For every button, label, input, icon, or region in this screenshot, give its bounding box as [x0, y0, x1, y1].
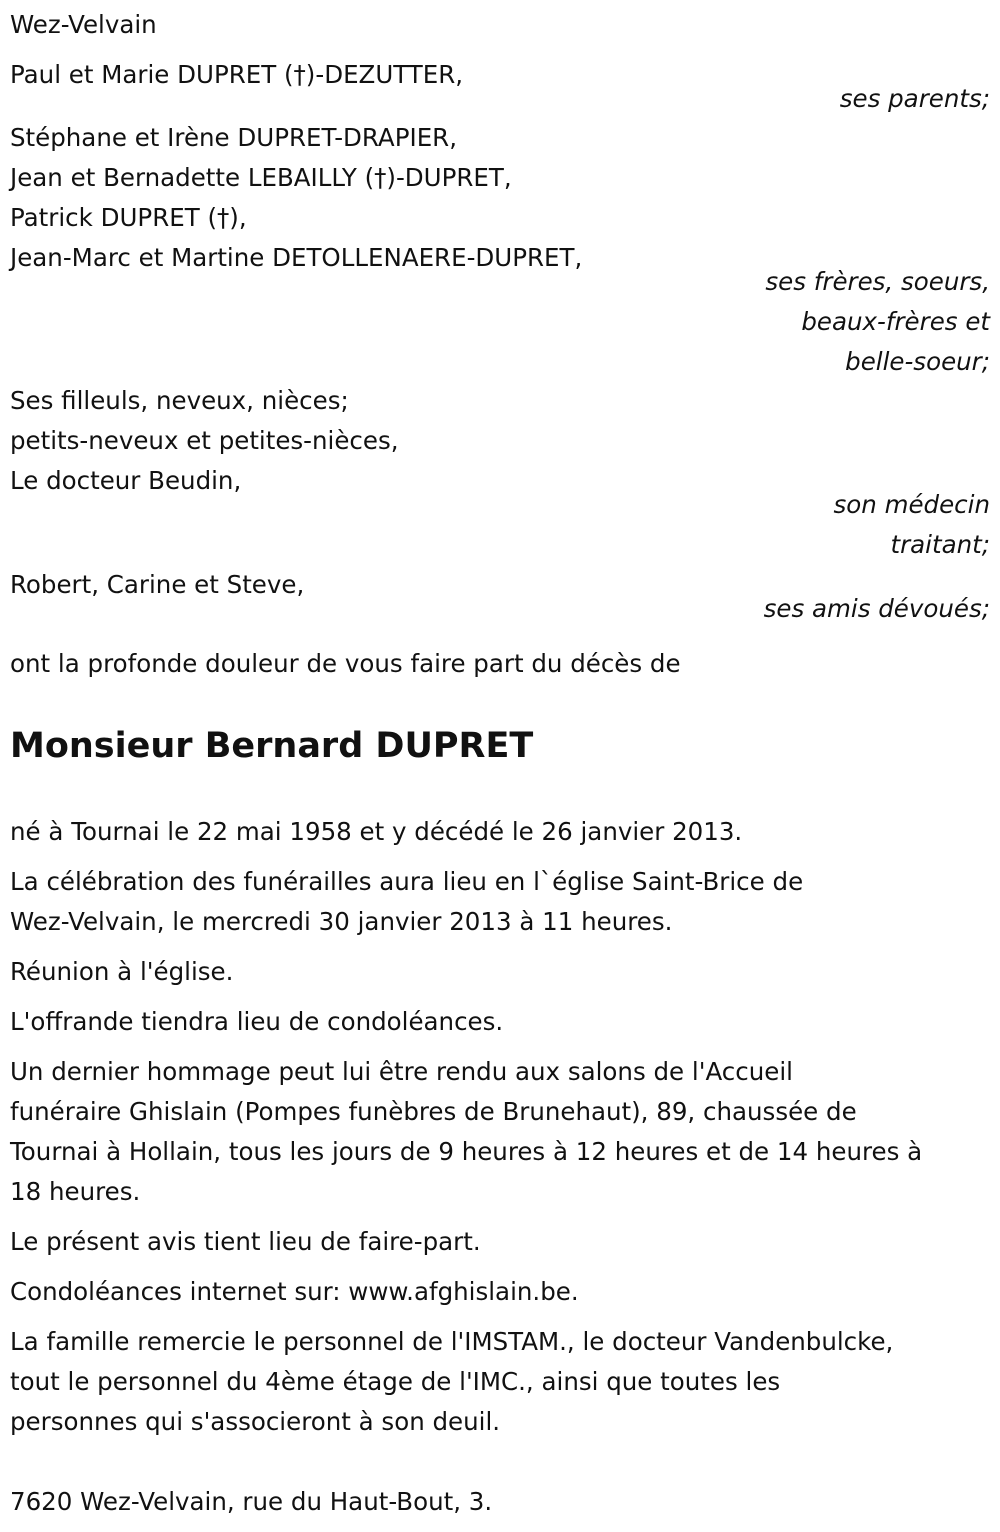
tribute-paragraph: 18 heures. [10, 1177, 141, 1206]
doctor-role: son médecin [833, 490, 990, 519]
parents-role: ses parents; [839, 84, 990, 113]
relatives-name: Ses filleuls, neveux, nièces; [10, 386, 349, 415]
address-line: 7620 Wez-Velvain, rue du Haut-Bout, 3. [10, 1487, 493, 1516]
announcement-intro: ont la profonde douleur de vous faire part du décès de [10, 649, 681, 678]
funeral-paragraph: Wez-Velvain, le mercredi 30 janvier 2013 à 11 heures. [10, 907, 673, 936]
sibling-name: Patrick DUPRET (†), [10, 203, 247, 232]
sibling-name: Stéphane et Irène DUPRET-DRAPIER, [10, 123, 457, 152]
notice-line: Le présent avis tient lieu de faire-part. [10, 1227, 481, 1256]
tribute-paragraph: funéraire Ghislain (Pompes funèbres de Brunehaut), 89, chaussée de [10, 1097, 857, 1126]
deceased-name: Monsieur Bernard DUPRET [10, 726, 534, 766]
thanks-paragraph: tout le personnel du 4ème étage de l'IMC., ainsi que toutes les [10, 1367, 781, 1396]
siblings-role: ses frères, soeurs, [765, 267, 990, 296]
tribute-paragraph: Un dernier hommage peut lui être rendu aux salons de l'Accueil [10, 1057, 793, 1086]
condolences-line: Condoléances internet sur: www.afghislain.be. [10, 1277, 579, 1306]
meeting-line: Réunion à l'église. [10, 957, 234, 986]
thanks-paragraph: La famille remercie le personnel de l'IMSTAM., le docteur Vandenbulcke, [10, 1327, 894, 1356]
thanks-paragraph: personnes qui s'associeront à son deuil. [10, 1407, 501, 1436]
relatives-name: Le docteur Beudin, [10, 466, 242, 495]
sibling-name: Jean-Marc et Martine DETOLLENAERE-DUPRET, [10, 243, 583, 272]
funeral-paragraph: La célébration des funérailles aura lieu en l`église Saint-Brice de [10, 867, 804, 896]
siblings-role: beaux-frères et [801, 307, 990, 336]
siblings-role: belle-soeur; [845, 347, 990, 376]
place-header: Wez-Velvain [10, 10, 157, 39]
sibling-name: Jean et Bernadette LEBAILLY (†)-DUPRET, [10, 163, 512, 192]
friends-role: ses amis dévoués; [763, 594, 990, 623]
doctor-role: traitant; [890, 530, 990, 559]
relatives-name: petits-neveux et petites-nièces, [10, 426, 399, 455]
birth-death-line: né à Tournai le 22 mai 1958 et y décédé le 26 janvier 2013. [10, 817, 743, 846]
parents-name: Paul et Marie DUPRET (†)-DEZUTTER, [10, 60, 464, 89]
offering-line: L'offrande tiendra lieu de condoléances. [10, 1007, 504, 1036]
friends-name: Robert, Carine et Steve, [10, 570, 305, 599]
tribute-paragraph: Tournai à Hollain, tous les jours de 9 heures à 12 heures et de 14 heures à [10, 1137, 923, 1166]
